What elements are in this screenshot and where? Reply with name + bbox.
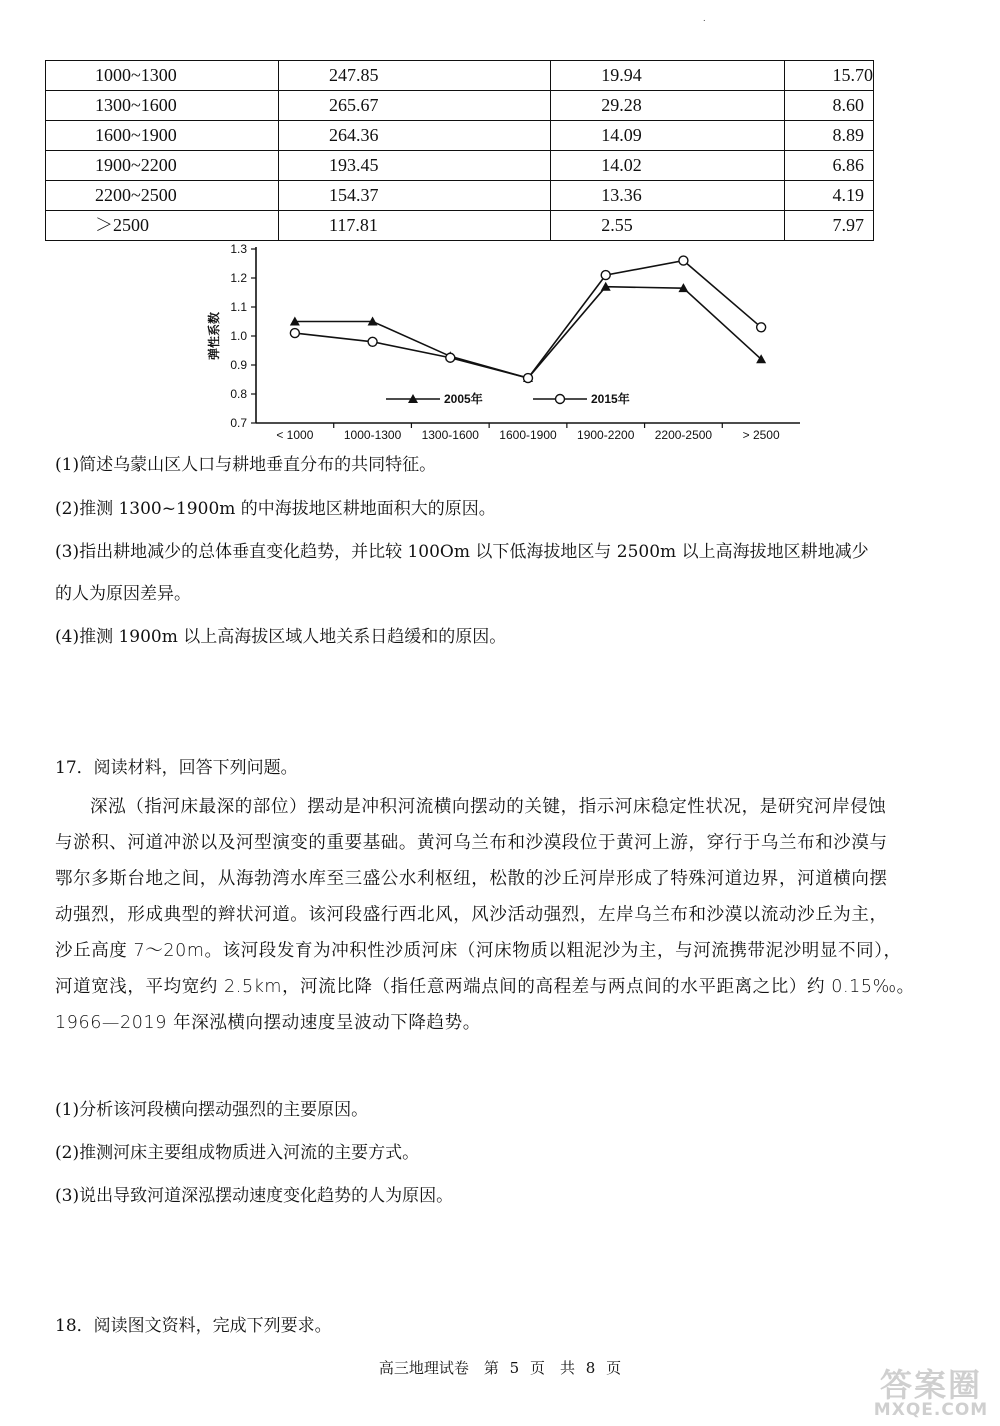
data-point-circle — [446, 353, 455, 362]
table-cell: 8.60 — [784, 91, 874, 121]
watermark-text: 答案圈 — [879, 1366, 982, 1404]
data-point-circle — [601, 271, 610, 280]
table-row — [46, 211, 874, 241]
table-cell: 13.36 — [551, 181, 784, 211]
elasticity-line-chart — [200, 240, 800, 445]
legend-marker-circle — [556, 395, 565, 404]
x-tick-label: 2200-2500 — [654, 428, 713, 442]
y-tick-label: 0.7 — [230, 416, 247, 430]
y-tick-label: 0.9 — [230, 358, 247, 372]
paragraph-line: 沙丘高度 7～20m。该河段发育为冲积性沙质河床（河床物质以粗泥沙为主，与河流携带泥沙明显不同）， — [55, 941, 902, 961]
q16-question-4: (4)推测 1900m 以上高海拔区域人地关系日趋缓和的原因。 — [55, 627, 507, 647]
x-tick-label: 1300-1600 — [421, 428, 479, 442]
table-cell: ＞2500 — [46, 211, 279, 241]
table-cell: 2200~2500 — [46, 181, 279, 211]
y-axis-label: 弹性系数 — [207, 311, 221, 361]
q16-question-1: (1)简述乌蒙山区人口与耕地垂直分布的共同特征。 — [55, 455, 437, 475]
table-cell: 247.85 — [279, 61, 551, 91]
table-cell: 193.45 — [279, 151, 551, 181]
table-cell: 2.55 — [551, 211, 784, 241]
table-row — [46, 61, 874, 91]
y-tick-label: 1.1 — [230, 300, 247, 314]
q17-question-1: (1)分析该河段横向摆动强烈的主要原因。 — [55, 1100, 369, 1120]
paragraph-line: 河道宽浅，平均宽约 2.5km，河流比降（指任意两端点间的高程差与两点间的水平距离之比）约 0.15‰。 — [55, 977, 915, 997]
table-cell: 154.37 — [279, 181, 551, 211]
table-cell: 264.36 — [279, 121, 551, 151]
y-tick-label: 1.0 — [230, 329, 247, 343]
x-tick-label: 1600-1900 — [499, 428, 557, 442]
x-tick-label: < 1000 — [276, 428, 314, 442]
table-cell: 117.81 — [279, 211, 551, 241]
watermark-logo — [867, 1360, 995, 1420]
legend-label: 2015年 — [591, 392, 630, 406]
series-line-2015年 — [295, 261, 761, 378]
table-cell: 6.86 — [784, 151, 874, 181]
elevation-data-table — [45, 60, 874, 241]
q16-question-3-cont: 的人为原因差异。 — [55, 584, 191, 604]
series-line-2005年 — [295, 287, 761, 378]
paragraph-line: 深泓（指河床最深的部位）摆动是冲积河流横向摆动的关键，指示河床稳定性状况，是研究河岸侵蚀 — [90, 797, 887, 817]
q17-material-paragraph — [55, 789, 952, 1041]
paragraph-line: 鄂尔多斯台地之间，从海勃湾水库至三盛公水利枢纽，松散的沙丘河岸形成了特殊河道边界，河道横向摆 — [55, 869, 888, 889]
q17-title: 17．阅读材料，回答下列问题。 — [55, 758, 298, 778]
table-cell: 14.02 — [551, 151, 784, 181]
table-row — [46, 121, 874, 151]
table-cell: 15.70 — [784, 61, 874, 91]
scan-dot: . — [703, 14, 706, 23]
legend-label: 2005年 — [444, 392, 483, 406]
table-cell: 1000~1300 — [46, 61, 279, 91]
table-cell: 14.09 — [551, 121, 784, 151]
table-cell: 8.89 — [784, 121, 874, 151]
y-tick-label: 1.2 — [230, 271, 247, 285]
y-tick-label: 0.8 — [230, 387, 247, 401]
paragraph-line: 1966—2019 年深泓横向摆动速度呈波动下降趋势。 — [55, 1013, 481, 1033]
data-point-circle — [368, 337, 377, 346]
table-cell: 7.97 — [784, 211, 874, 241]
page-footer: 高三地理试卷 第 5 页 共 8 页 — [378, 1359, 622, 1377]
table-cell: 1300~1600 — [46, 91, 279, 121]
data-point-circle — [679, 256, 688, 265]
table-cell: 1600~1900 — [46, 121, 279, 151]
q18-title: 18．阅读图文资料，完成下列要求。 — [55, 1316, 332, 1336]
x-tick-label: 1900-2200 — [577, 428, 635, 442]
table-cell: 19.94 — [551, 61, 784, 91]
paragraph-line: 与淤积、河道冲淤以及河型演变的重要基础。黄河乌兰布和沙漠段位于黄河上游，穿行于乌兰布和沙漠与 — [55, 833, 888, 853]
y-tick-label: 1.3 — [230, 242, 247, 256]
paragraph-line: 动强烈，形成典型的辫状河道。该河段盛行西北风，风沙活动强烈，左岸乌兰布和沙漠以流动沙丘为主， — [55, 905, 888, 925]
table-row — [46, 181, 874, 211]
q17-question-2: (2)推测河床主要组成物质进入河流的主要方式。 — [55, 1143, 420, 1163]
q17-question-3: (3)说出导致河道深泓摆动速度变化趋势的人为原因。 — [55, 1186, 454, 1206]
table-cell: 265.67 — [279, 91, 551, 121]
table-cell: 4.19 — [784, 181, 874, 211]
q16-question-3: (3)指出耕地减少的总体垂直变化趋势，并比较 100Om 以下低海拔地区与 2500m 以上高海拔地区耕地减少 — [55, 542, 869, 562]
x-tick-label: > 2500 — [742, 428, 780, 442]
data-point-circle — [290, 329, 299, 338]
table-row — [46, 91, 874, 121]
table-cell: 1900~2200 — [46, 151, 279, 181]
x-tick-label: 1000-1300 — [343, 428, 402, 442]
data-point-circle — [757, 323, 766, 332]
q16-question-2: (2)推测 1300~1900m 的中海拔地区耕地面积大的原因。 — [55, 499, 496, 519]
table-cell: 29.28 — [551, 91, 784, 121]
data-point-circle — [524, 374, 533, 383]
table-row — [46, 151, 874, 181]
watermark-url: MXQE.COM — [873, 1400, 989, 1420]
